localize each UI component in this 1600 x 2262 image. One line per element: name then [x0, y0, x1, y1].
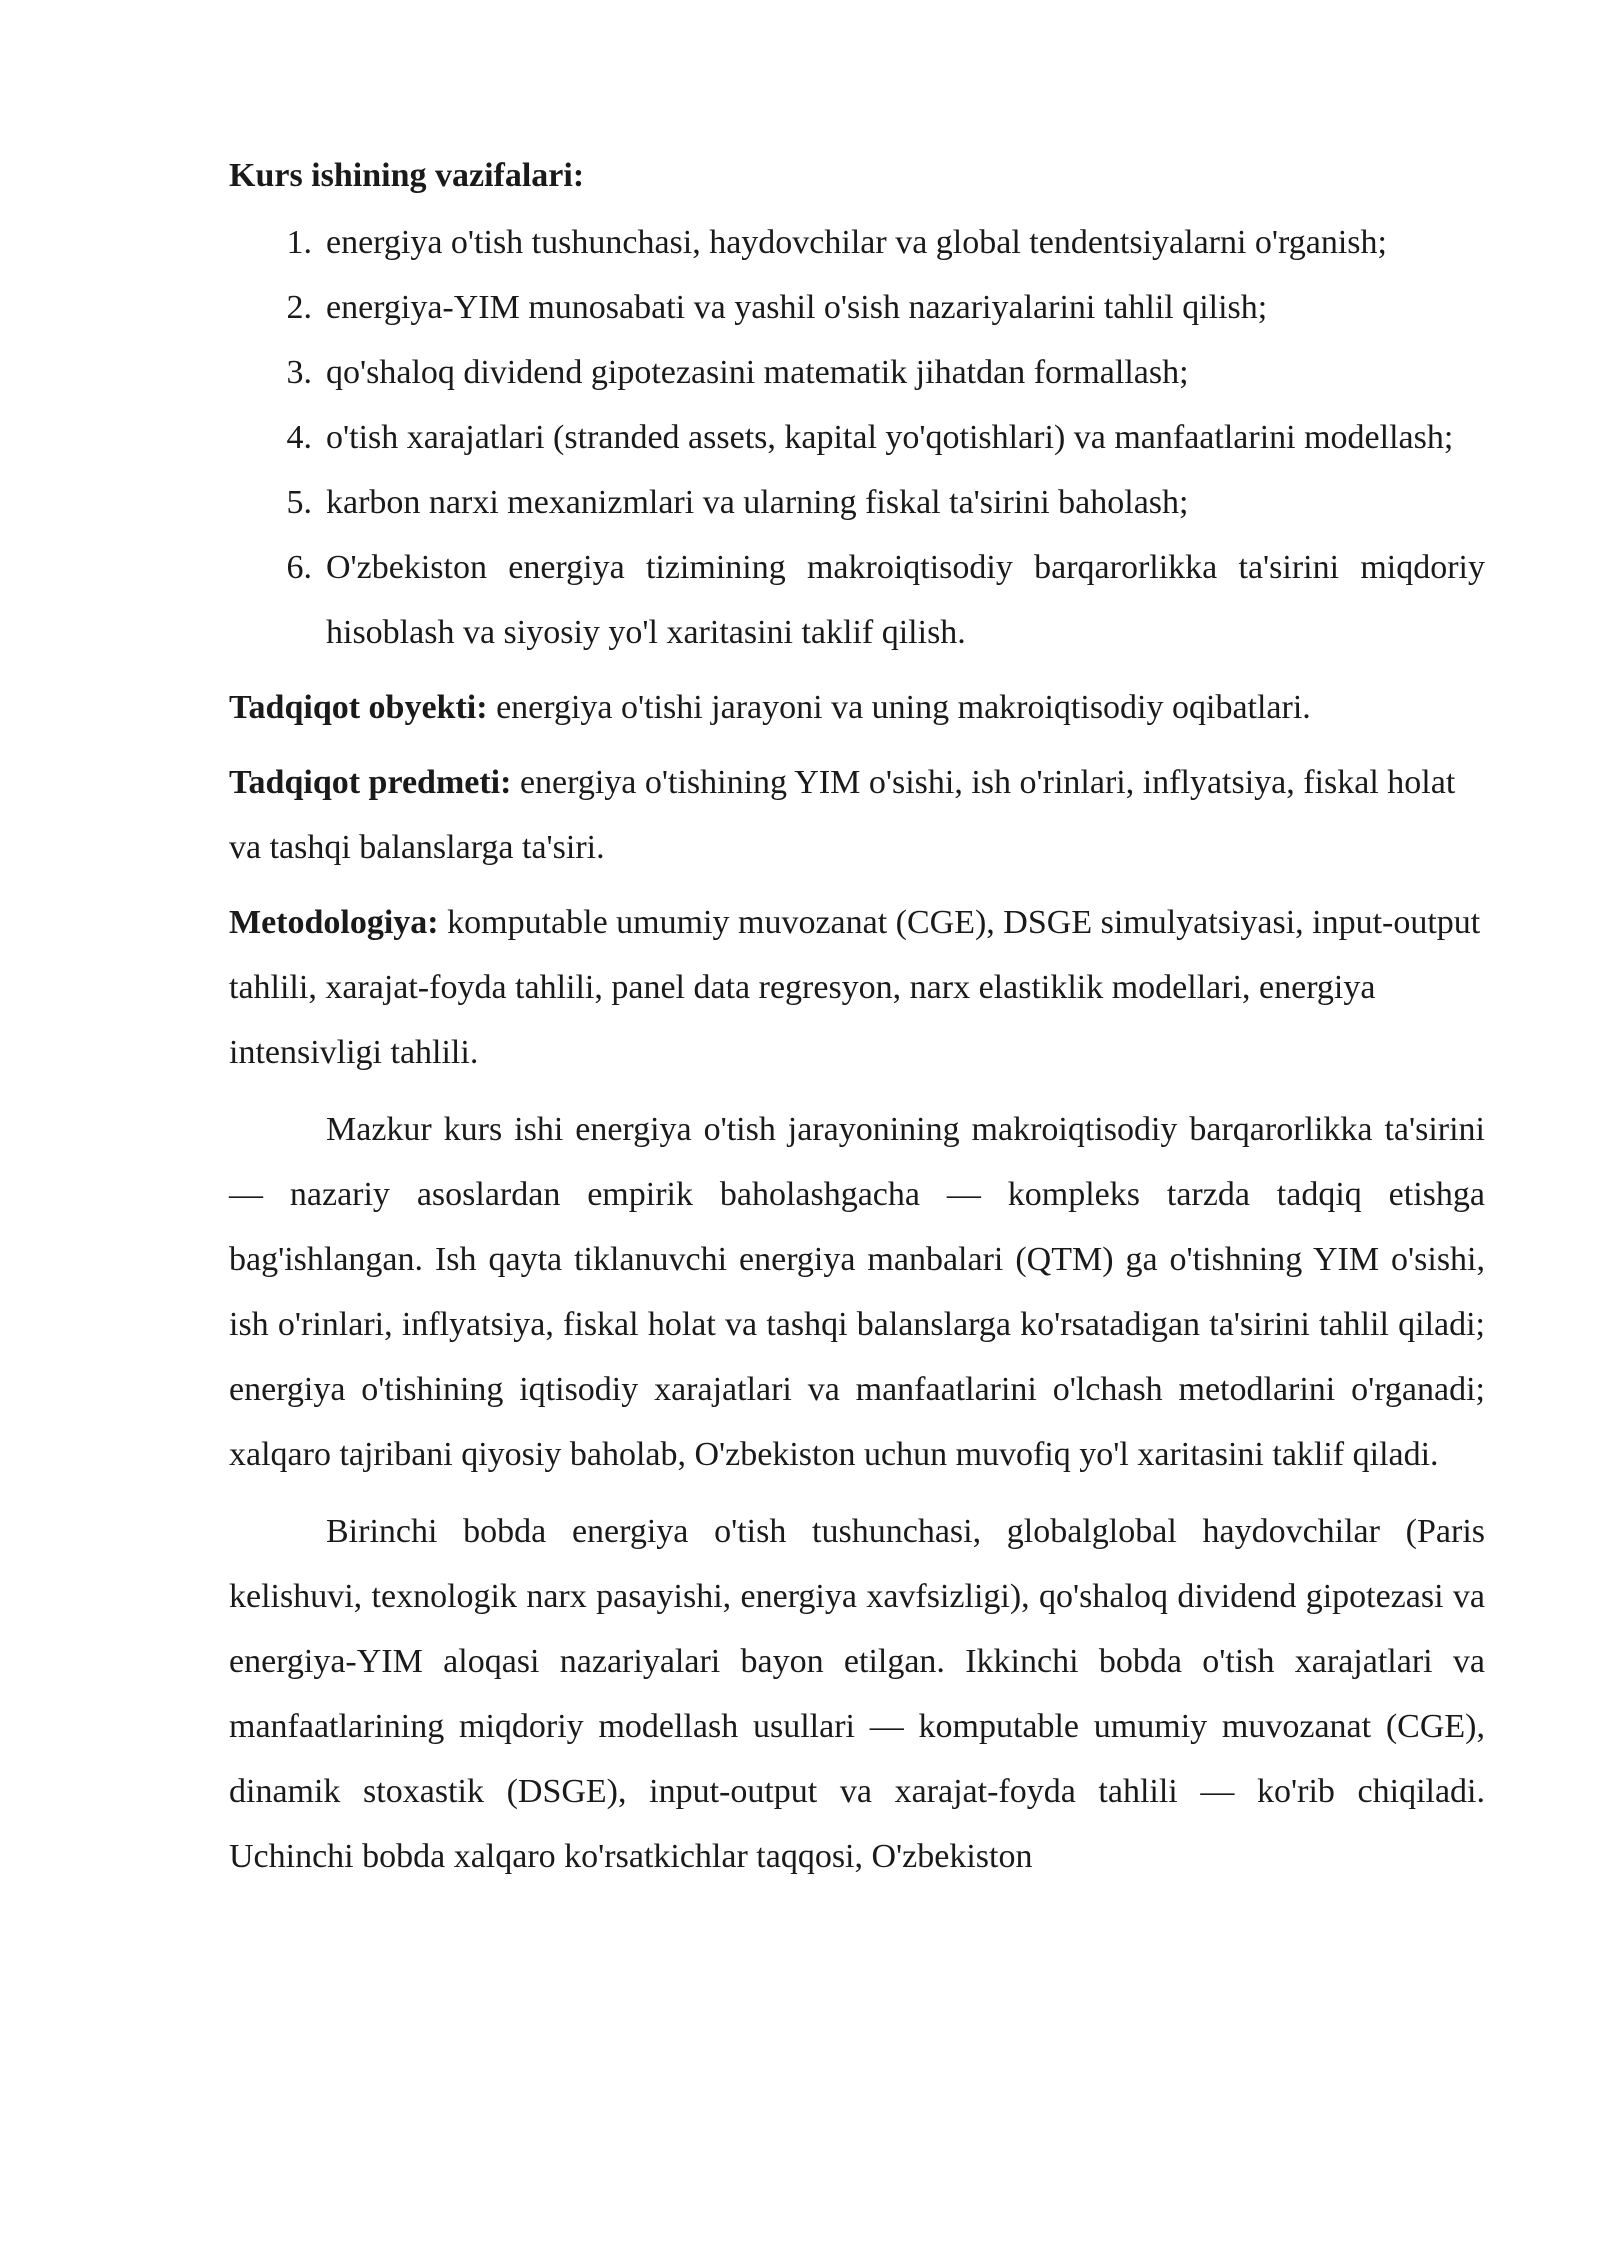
list-item-number: 2.: [286, 289, 312, 326]
list-item-text: O'zbekiston energiya tizimining makroiqtisodiy barqarorlikka ta'sirini miqdoriy hisoblash va siyosiy yo'l xaritasini taklif qilish.: [326, 549, 1485, 651]
list-item: [229, 340, 1485, 405]
research-object-text: energiya o'tishi jarayoni va uning makroiqtisodiy oqibatlari.: [487, 689, 1311, 726]
research-subject-label: Tadqiqot predmeti:: [229, 764, 512, 801]
research-subject-text: energiya o'tishining YIM o'sishi, ish o'rinlari, inflyatsiya, fiskal holat va tashqi balanslarga ta'siri.: [229, 764, 1456, 866]
list-item: [229, 405, 1485, 470]
methodology: [229, 890, 1485, 1085]
document-page: [229, 150, 1485, 1889]
list-item-text: karbon narxi mexanizmlari va ularning fiskal ta'sirini baholash;: [326, 484, 1189, 521]
list-item-text: energiya o'tish tushunchasi, haydovchilar va global tendentsiyalarni o'rganish;: [326, 224, 1387, 261]
list-item-number: 3.: [286, 354, 312, 391]
body-paragraph: Birinchi bobda energiya o'tish tushunchasi, globalglobal haydovchilar (Paris kelishuvi, texnologik narx pasayishi, energiya xavfsizligi), qo'shaloq dividend gipotezasi va energiya-YIM aloqasi nazariyalari bayon etilgan. Ikkinchi bobda o'tish xarajatlari va manfaatlarining miqdoriy modellash usullari — komputable umumiy muvozanat (CGE), dinamik stoxastik (DSGE), input-output va xarajat-foyda tahlili — ko'rib chiqiladi. Uchinchi bobda xalqaro ko'rsatkichlar taqqosi, O'zbekiston: [229, 1513, 1485, 1875]
research-object: [229, 675, 1485, 740]
list-item: [229, 470, 1485, 535]
list-item-number: 5.: [286, 484, 312, 521]
list-item-number: 4.: [286, 419, 312, 456]
list-item-text: energiya-YIM munosabati va yashil o'sish nazariyalarini tahlil qilish;: [326, 289, 1268, 326]
methodology-text: komputable umumiy muvozanat (CGE), DSGE simulyatsiyasi, input-output tahlili, xarajat-foyda tahlili, panel data regresyon, narx elastiklik modellari, energiya intensivligi tahlili.: [229, 904, 1481, 1071]
list-item-number: 6.: [286, 549, 312, 586]
list-item: [229, 275, 1485, 340]
list-item-number: 1.: [286, 224, 312, 261]
methodology-label: Metodologiya:: [229, 904, 439, 941]
research-subject: [229, 750, 1485, 880]
list-item: [229, 210, 1485, 275]
list-item-text: o'tish xarajatlari (stranded assets, kapital yo'qotishlari) va manfaatlarini modellash;: [326, 419, 1454, 456]
tasks-list: [229, 210, 1485, 665]
body-paragraph: Mazkur kurs ishi energiya o'tish jarayonining makroiqtisodiy barqarorlikka ta'sirini — nazariy asoslardan empirik baholashgacha — kompleks tarzda tadqiq etishga bag'ishlangan. Ish qayta tiklanuvchi energiya manbalari (QTM) ga o'tishning YIM o'sishi, ish o'rinlari, inflyatsiya, fiskal holat va tashqi balanslarga ko'rsatadigan ta'sirini tahlil qiladi; energiya o'tishining iqtisodiy xarajatlari va manfaatlarini o'lchash metodlarini o'rganadi; xalqaro tajribani qiyosiy baholab, O'zbekiston uchun muvofiq yo'l xaritasini taklif qiladi.: [229, 1111, 1485, 1473]
tasks-heading: Kurs ishining vazifalari:: [229, 157, 585, 194]
list-item-text: qo'shaloq dividend gipotezasini matematik jihatdan formallash;: [326, 354, 1189, 391]
research-object-label: Tadqiqot obyekti:: [229, 689, 488, 726]
list-item: [229, 535, 1485, 665]
